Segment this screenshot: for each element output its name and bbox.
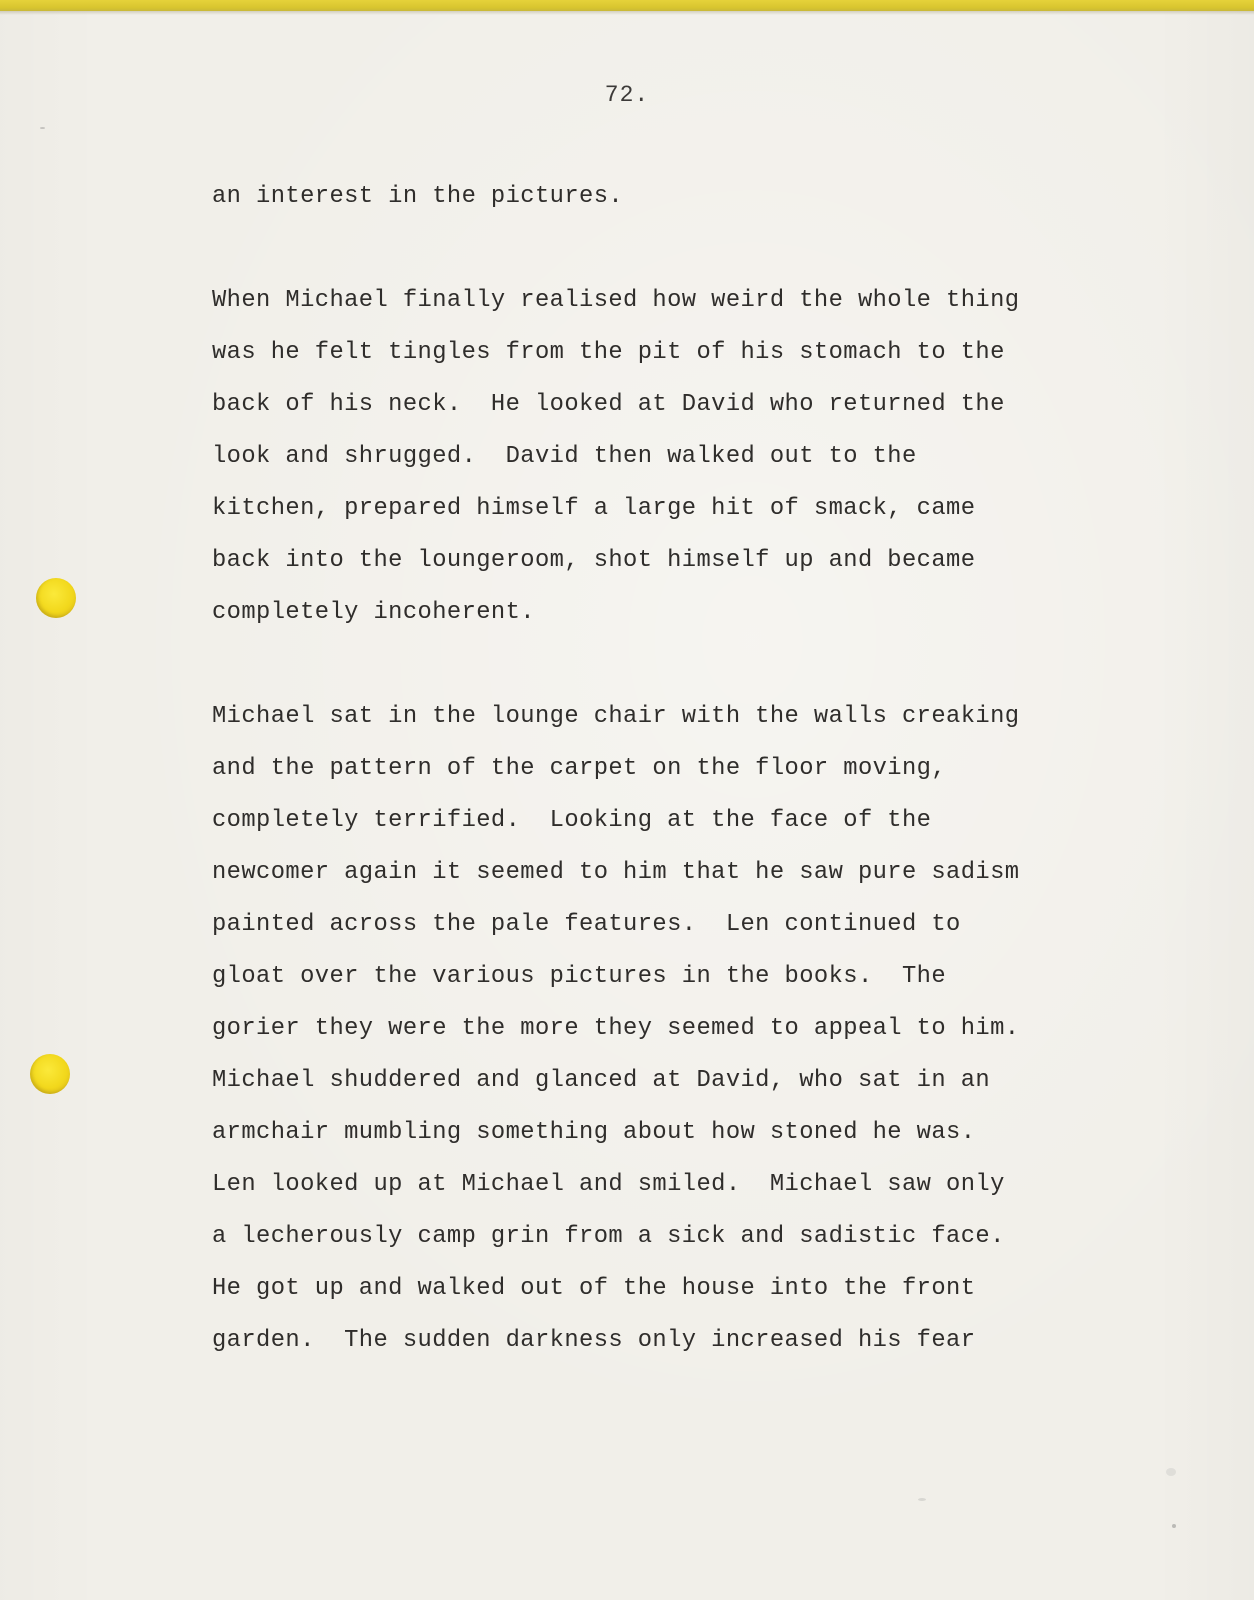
text-line: back of his neck. He looked at David who returned the	[212, 391, 1005, 418]
text-line: Len looked up at Michael and smiled. Michael saw only	[212, 1171, 1005, 1198]
text-line: back into the loungeroom, shot himself up and became	[212, 547, 976, 574]
text-line: and the pattern of the carpet on the floor moving,	[212, 755, 947, 782]
text-line: completely terrified. Looking at the face of the	[212, 807, 932, 834]
text-line: kitchen, prepared himself a large hit of smack, came	[212, 495, 976, 522]
text-line: Michael shuddered and glanced at David, who sat in an	[212, 1067, 991, 1094]
text-line: completely incoherent.	[212, 599, 535, 626]
upper-punch-hole	[36, 578, 76, 618]
text-line: painted across the pale features. Len continued to	[212, 911, 961, 938]
text-line: newcomer again it seemed to him that he saw pure sadism	[212, 859, 1020, 886]
paper-speck	[918, 1498, 926, 1501]
text-line: look and shrugged. David then walked out to the	[212, 443, 917, 470]
text-line: a lecherously camp grin from a sick and sadistic face.	[212, 1223, 1005, 1250]
text-line: was he felt tingles from the pit of his stomach to the	[212, 339, 1005, 366]
paper-speck	[1172, 1524, 1176, 1528]
text-line: gloat over the various pictures in the books. The	[212, 963, 947, 990]
paper-speck	[880, 874, 884, 878]
text-line: armchair mumbling something about how stoned he was.	[212, 1119, 976, 1146]
text-line: an interest in the pictures.	[212, 183, 624, 210]
text-line: He got up and walked out of the house into the front	[212, 1275, 976, 1302]
page-number: 72.	[604, 82, 650, 108]
text-line: When Michael finally realised how weird the whole thing	[212, 287, 1020, 314]
text-line: gorier they were the more they seemed to appeal to him.	[212, 1015, 1020, 1042]
paper-speck	[1166, 1468, 1176, 1476]
paper-speck	[40, 127, 45, 129]
text-line: garden. The sudden darkness only increased his fear	[212, 1327, 976, 1354]
lower-punch-hole	[30, 1054, 70, 1094]
text-line: Michael sat in the lounge chair with the walls creaking	[212, 703, 1020, 730]
typewritten-text	[212, 0, 1112, 1354]
